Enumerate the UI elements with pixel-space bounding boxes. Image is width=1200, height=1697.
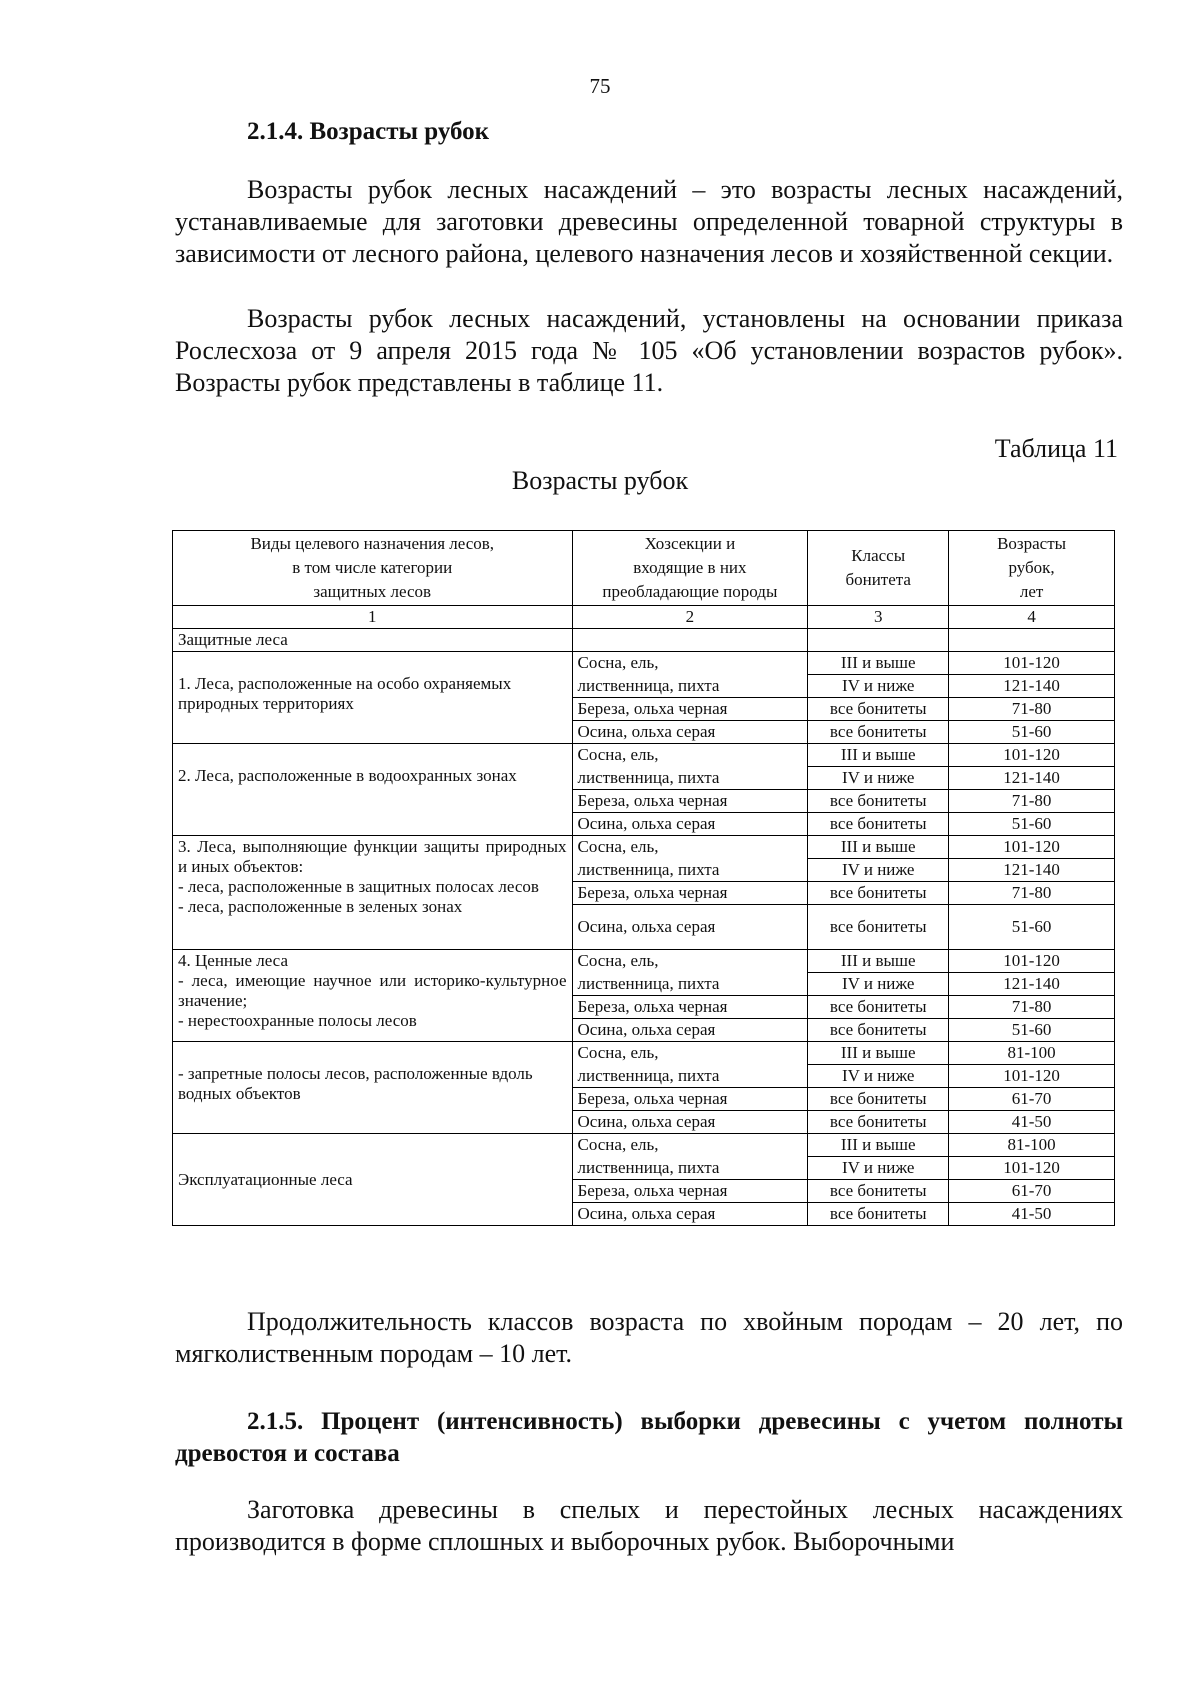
table-row — [173, 836, 1115, 859]
breed-cell: лиственница, пихта — [572, 767, 808, 790]
breed-cell: Сосна, ель, — [572, 950, 808, 973]
site-class-cell: все бонитеты — [808, 1203, 949, 1226]
site-class-cell: III и выше — [808, 836, 949, 859]
section-heading-2-1-4: 2.1.4. Возрасты рубок — [247, 118, 490, 145]
header-site-class-line: Классы — [851, 546, 906, 565]
breed-cell: Береза, ольха черная — [572, 790, 808, 813]
category-text: Эксплуатационные леса — [178, 1169, 353, 1189]
breed-cell: Осина, ольха серая — [572, 813, 808, 836]
breed-cell: лиственница, пихта — [572, 973, 808, 996]
cutting-age-cell: 101-120 — [949, 1065, 1115, 1088]
breed-cell: Сосна, ель, — [572, 1042, 808, 1065]
site-class-cell: III и выше — [808, 652, 949, 675]
column-number: 1 — [173, 606, 573, 629]
cutting-age-cell: 51-60 — [949, 1019, 1115, 1042]
cutting-age-cell: 41-50 — [949, 1203, 1115, 1226]
table-row — [173, 950, 1115, 973]
header-cutting-age-line: рубок, — [1008, 558, 1055, 577]
cutting-age-cell: 71-80 — [949, 698, 1115, 721]
header-purpose-line: в том числе категории — [292, 558, 453, 577]
site-class-cell: IV и ниже — [808, 859, 949, 882]
breed-cell: Осина, ольха серая — [572, 1019, 808, 1042]
cutting-age-cell: 101-120 — [949, 744, 1115, 767]
breed-cell: Сосна, ель, — [572, 1134, 808, 1157]
table-row — [173, 1042, 1115, 1065]
site-class-cell: все бонитеты — [808, 721, 949, 744]
cutting-age-cell: 71-80 — [949, 790, 1115, 813]
breed-cell: Сосна, ель, — [572, 744, 808, 767]
category-cell — [173, 950, 573, 1042]
cutting-age-cell: 121-140 — [949, 675, 1115, 698]
table-label: Таблица 11 — [994, 434, 1118, 463]
breed-cell: Береза, ольха черная — [572, 1180, 808, 1203]
site-class-cell: III и выше — [808, 744, 949, 767]
empty-cell — [949, 629, 1115, 652]
header-cutting-age-line: лет — [1019, 582, 1044, 601]
cutting-age-cell: 81-100 — [949, 1042, 1115, 1065]
breed-cell: Осина, ольха серая — [572, 905, 808, 950]
header-cutting-age — [949, 531, 1115, 606]
category-cell — [173, 1134, 573, 1226]
category-text: - запретные полосы лесов, расположенные вдоль водных объектов — [178, 1064, 533, 1103]
header-breeds-line: преобладающие породы — [602, 582, 778, 601]
section-heading-2-1-5: 2.1.5. Процент (интенсивность) выборки древесины с учетом полноты древостоя и состава — [175, 1408, 1123, 1467]
header-breeds-line: Хозсекции и — [644, 534, 736, 553]
header-cutting-age-line: Возрасты — [997, 534, 1067, 553]
cutting-age-cell: 51-60 — [949, 905, 1115, 950]
empty-cell — [572, 629, 808, 652]
cutting-age-cell: 81-100 — [949, 1134, 1115, 1157]
column-number: 3 — [808, 606, 949, 629]
site-class-cell: III и выше — [808, 1134, 949, 1157]
breed-cell: Береза, ольха черная — [572, 882, 808, 905]
cutting-age-cell: 121-140 — [949, 767, 1115, 790]
breed-cell: Осина, ольха серая — [572, 721, 808, 744]
site-class-cell: все бонитеты — [808, 790, 949, 813]
cutting-age-cell: 61-70 — [949, 1180, 1115, 1203]
cutting-age-cell: 71-80 — [949, 996, 1115, 1019]
table-row — [173, 744, 1115, 767]
section-row-label: Защитные леса — [173, 629, 573, 652]
breed-cell: Береза, ольха черная — [572, 1088, 808, 1111]
breed-cell: лиственница, пихта — [572, 1065, 808, 1088]
category-cell — [173, 836, 573, 950]
category-line: - леса, имеющие научное или историко-культурное значение; — [178, 971, 567, 1010]
category-cell — [173, 652, 573, 744]
site-class-cell: все бонитеты — [808, 1088, 949, 1111]
site-class-cell: все бонитеты — [808, 1180, 949, 1203]
section-row-protective — [173, 629, 1115, 652]
paragraph-harvesting: Заготовка древесины в спелых и перестойных лесных насаждениях производится в форме сплошных и выборочных рубок. Выборочными — [175, 1495, 1123, 1556]
header-breeds-line: входящие в них — [633, 558, 747, 577]
table-title: Возрасты рубок — [511, 466, 689, 495]
cutting-age-cell: 51-60 — [949, 813, 1115, 836]
site-class-cell: все бонитеты — [808, 905, 949, 950]
table-row — [173, 652, 1115, 675]
category-cell — [173, 744, 573, 836]
site-class-cell: IV и ниже — [808, 973, 949, 996]
cutting-age-cell: 121-140 — [949, 973, 1115, 996]
site-class-cell: IV и ниже — [808, 675, 949, 698]
table-body — [173, 531, 1115, 1226]
header-site-class-line: бонитета — [845, 570, 911, 589]
cutting-age-cell: 101-120 — [949, 1157, 1115, 1180]
cutting-age-cell: 71-80 — [949, 882, 1115, 905]
header-purpose-line: Виды целевого назначения лесов, — [250, 534, 495, 553]
header-purpose-line: защитных лесов — [313, 582, 432, 601]
site-class-cell: IV и ниже — [808, 767, 949, 790]
cutting-age-cell: 41-50 — [949, 1111, 1115, 1134]
breed-cell: Осина, ольха серая — [572, 1203, 808, 1226]
breed-cell: лиственница, пихта — [572, 859, 808, 882]
site-class-cell: все бонитеты — [808, 882, 949, 905]
cutting-age-cell: 121-140 — [949, 859, 1115, 882]
table-header-row — [173, 531, 1115, 606]
cutting-age-table — [172, 530, 1115, 1226]
site-class-cell: III и выше — [808, 950, 949, 973]
category-cell — [173, 1042, 573, 1134]
breed-cell: Береза, ольха черная — [572, 698, 808, 721]
cutting-age-cell: 51-60 — [949, 721, 1115, 744]
breed-cell: Береза, ольха черная — [572, 996, 808, 1019]
site-class-cell: IV и ниже — [808, 1157, 949, 1180]
cutting-age-cell: 101-120 — [949, 836, 1115, 859]
column-number-row — [173, 606, 1115, 629]
cutting-age-cell: 101-120 — [949, 652, 1115, 675]
column-number: 2 — [572, 606, 808, 629]
header-site-class — [808, 531, 949, 606]
site-class-cell: все бонитеты — [808, 813, 949, 836]
site-class-cell: все бонитеты — [808, 1019, 949, 1042]
site-class-cell: IV и ниже — [808, 1065, 949, 1088]
breed-cell: Сосна, ель, — [572, 652, 808, 675]
header-breeds — [572, 531, 808, 606]
paragraph-age-class-duration: Продолжительность классов возраста по хвойным породам – 20 лет, по мягколиственным породам – 10 лет. — [175, 1307, 1123, 1368]
page-number: 75 — [589, 74, 611, 98]
cutting-age-cell: 61-70 — [949, 1088, 1115, 1111]
breed-cell: лиственница, пихта — [572, 675, 808, 698]
category-line: - леса, расположенные в защитных полосах лесов — [178, 877, 539, 896]
category-line: - леса, расположенные в зеленых зонах — [178, 897, 463, 916]
paragraph-order-reference: Возрасты рубок лесных насаждений, установлены на основании приказа Рослесхоза от 9 апреля 2015 года № 105 «Об установлении возрастов рубок». Возрасты рубок представлены в таблице 11. — [175, 304, 1123, 397]
empty-cell — [808, 629, 949, 652]
category-line: 3. Леса, выполняющие функции защиты природных и иных объектов: — [178, 837, 567, 876]
breed-cell: Сосна, ель, — [572, 836, 808, 859]
header-purpose — [173, 531, 573, 606]
site-class-cell: все бонитеты — [808, 996, 949, 1019]
breed-cell: лиственница, пихта — [572, 1157, 808, 1180]
category-line: - нерестоохранные полосы лесов — [178, 1011, 417, 1030]
breed-cell: Осина, ольха серая — [572, 1111, 808, 1134]
site-class-cell: III и выше — [808, 1042, 949, 1065]
column-number: 4 — [949, 606, 1115, 629]
site-class-cell: все бонитеты — [808, 1111, 949, 1134]
cutting-age-cell: 101-120 — [949, 950, 1115, 973]
category-text: 2. Леса, расположенные в водоохранных зонах — [178, 766, 517, 785]
table-row — [173, 1134, 1115, 1157]
category-text: 1. Леса, расположенные на особо охраняемых природных территориях — [178, 674, 512, 713]
site-class-cell: все бонитеты — [808, 698, 949, 721]
paragraph-definition: Возрасты рубок лесных насаждений – это возрасты лесных насаждений, устанавливаемые для заготовки древесины определенной товарной структуры в зависимости от лесного района, целевого назначения лесов и хозяйственной секции. — [175, 175, 1123, 268]
category-line: 4. Ценные леса — [178, 951, 288, 970]
